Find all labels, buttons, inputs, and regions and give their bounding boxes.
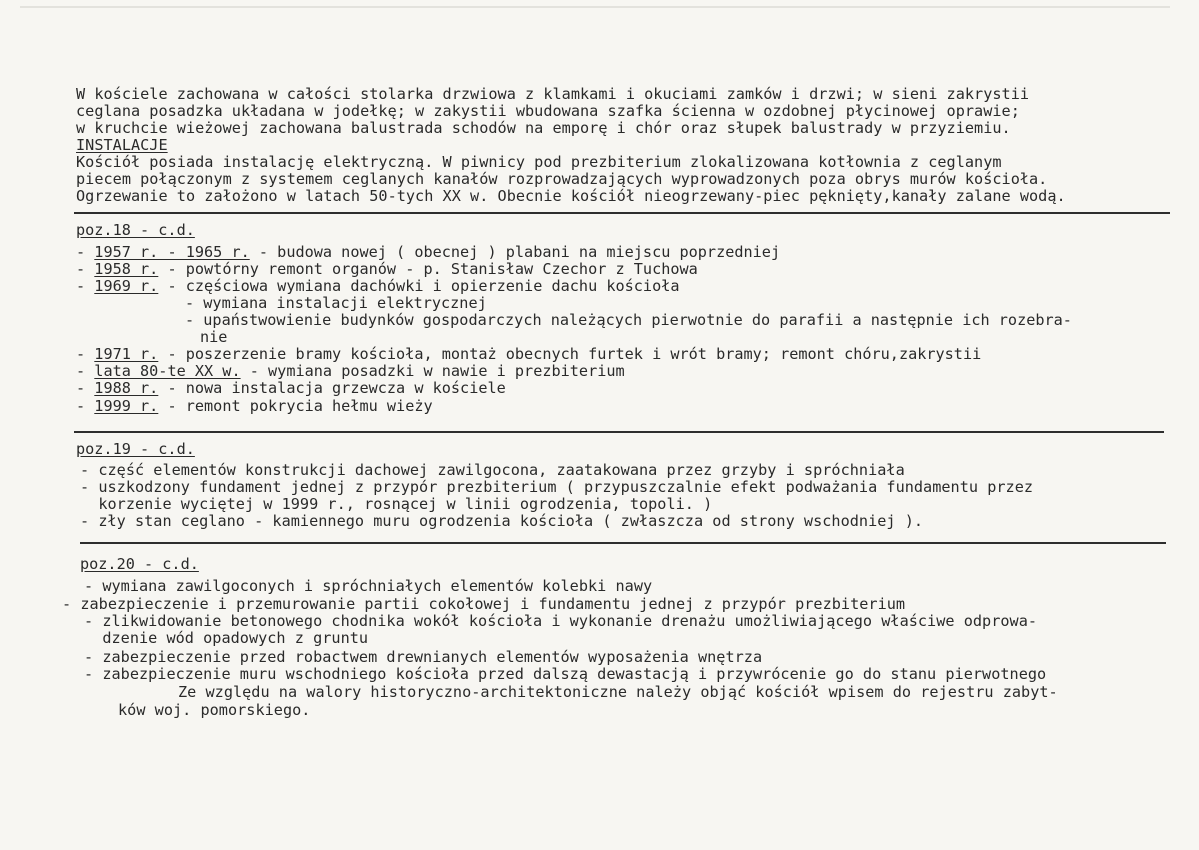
poz20-line-8: ków woj. pomorskiego. [118,701,311,719]
poz20-line-2: - zabezpieczenie i przemurowanie partii cokołowej i fundamentu jednej z przypór prezbiterium [62,595,906,613]
item-text: - wymiana posadzki w nawie i prezbiterium [240,362,625,380]
poz18-item-5-cont: nie [200,328,228,346]
item-text: - poszerzenie bramy kościoła, montaż obecnych furtek i wrót bramy; remont chóru,zakrystii [158,345,982,363]
poz20-line-7: Ze względu na walory historyczno-architektoniczne należy objąć kościół wpisem do rejestru zabyt- [178,683,1058,701]
poz20-line-6: - zabezpieczenie muru wschodniego kościoła przed dalszą dewastacją i przywrócenie go do stanu pierwotnego [84,665,1047,683]
list-dash: - [76,260,95,278]
item-text: - powtórny remont organów - p. Stanisław Czechor z Tuchowa [158,260,698,278]
date-label: 1969 r. [94,277,159,295]
poz18-item-1 [76,244,780,261]
poz20-line-4: dzenie wód opadowych z gruntu [84,629,369,647]
poz20-line-3: - zlikwidowanie betonowego chodnika wokół kościoła i wykonanie drenażu umożliwiającego właściwe odprowa- [84,612,1038,630]
poz18-item-9 [76,398,433,415]
poz18-item-8 [76,380,506,397]
list-dash: - [76,277,95,295]
poz18-item-4: - wymiana instalacji elektrycznej [185,294,487,312]
item-text: - remont pokrycia hełmu wieży [158,397,433,415]
list-dash: - [76,345,95,363]
poz18-item-7 [76,363,625,380]
poz20-line-5: - zabezpieczenie przed robactwem drewnianych elementów wyposażenia wnętrza [84,648,763,666]
intro-line-2: ceglana posadzka układana w jodełkę; w zakystii wbudowana szafka ścienna w ozdobnej płycinowej oprawie; [76,102,1020,120]
section-divider [80,542,1166,544]
date-label: 1957 r. - 1965 r. [94,243,250,261]
item-text: - budowa nowej ( obecnej ) plabani na miejscu poprzedniej [249,243,781,261]
intro-line-1: W kościele zachowana w całości stolarka drzwiowa z klamkami i okuciami zamków i drzwi; w sieni zakrystii [76,85,1030,103]
poz19-line-2: - uszkodzony fundament jednej z przypór prezbiterium ( przypuszczalnie efekt podważania fundamentu przez [80,478,1034,496]
poz18-item-5: - upaństwowienie budynków gospodarczych należących pierwotnie do parafii a następnie ich rozebra- [185,311,1072,329]
poz19-line-3: korzenie wyciętej w 1999 r., rosnącej w linii ogrodzenia, topoli. ) [80,495,713,513]
section-divider [74,212,1170,214]
instalacje-line-3: Ogrzewanie to założono w latach 50-tych XX w. Obecnie kościół nieogrzewany-piec pęknięty,kanały zalane wodą. [76,187,1066,205]
date-label: lata 80-te XX w. [94,362,241,380]
poz18-item-6 [76,346,981,363]
poz18-heading: poz.18 - c.d. [76,221,195,239]
list-dash: - [76,243,95,261]
instalacje-line-2: piecem połączonym z systemem ceglanych kanałów rozprowadzających wyprowadzonych poza obrys murów kościoła. [76,170,1048,188]
date-label: 1958 r. [94,260,159,278]
poz18-item-3 [76,278,680,295]
poz19-line-4: - zły stan ceglano - kamiennego muru ogrodzenia kościoła ( zwłaszcza od strony wschodniej ). [80,512,924,530]
poz18-item-2 [76,261,698,278]
item-text: - częściowa wymiana dachówki i opierzenie dachu kościoła [158,277,680,295]
page-top-edge [20,6,1170,8]
intro-line-3: w kruchcie wieżowej zachowana balustrada schodów na emporę i chór oraz słupek balustrady w przyziemiu. [76,119,1011,137]
section-divider [74,431,1164,433]
poz20-line-1: - wymiana zawilgoconych i spróchniałych elementów kolebki nawy [84,577,653,595]
date-label: 1999 r. [94,397,159,415]
poz19-heading: poz.19 - c.d. [76,440,195,458]
poz20-heading: poz.20 - c.d. [80,555,199,573]
poz19-line-1: - część elementów konstrukcji dachowej zawilgocona, zaatakowana przez grzyby i spróchniała [80,461,905,479]
item-text: - nowa instalacja grzewcza w kościele [158,379,506,397]
list-dash: - [76,397,95,415]
instalacje-heading: INSTALACJE [76,136,168,154]
instalacje-line-1: Kościół posiada instalację elektryczną. W piwnicy pod prezbiterium zlokalizowana kotłownia z ceglanym [76,153,1002,171]
date-label: 1971 r. [94,345,159,363]
date-label: 1988 r. [94,379,159,397]
list-dash: - [76,379,95,397]
list-dash: - [76,362,95,380]
